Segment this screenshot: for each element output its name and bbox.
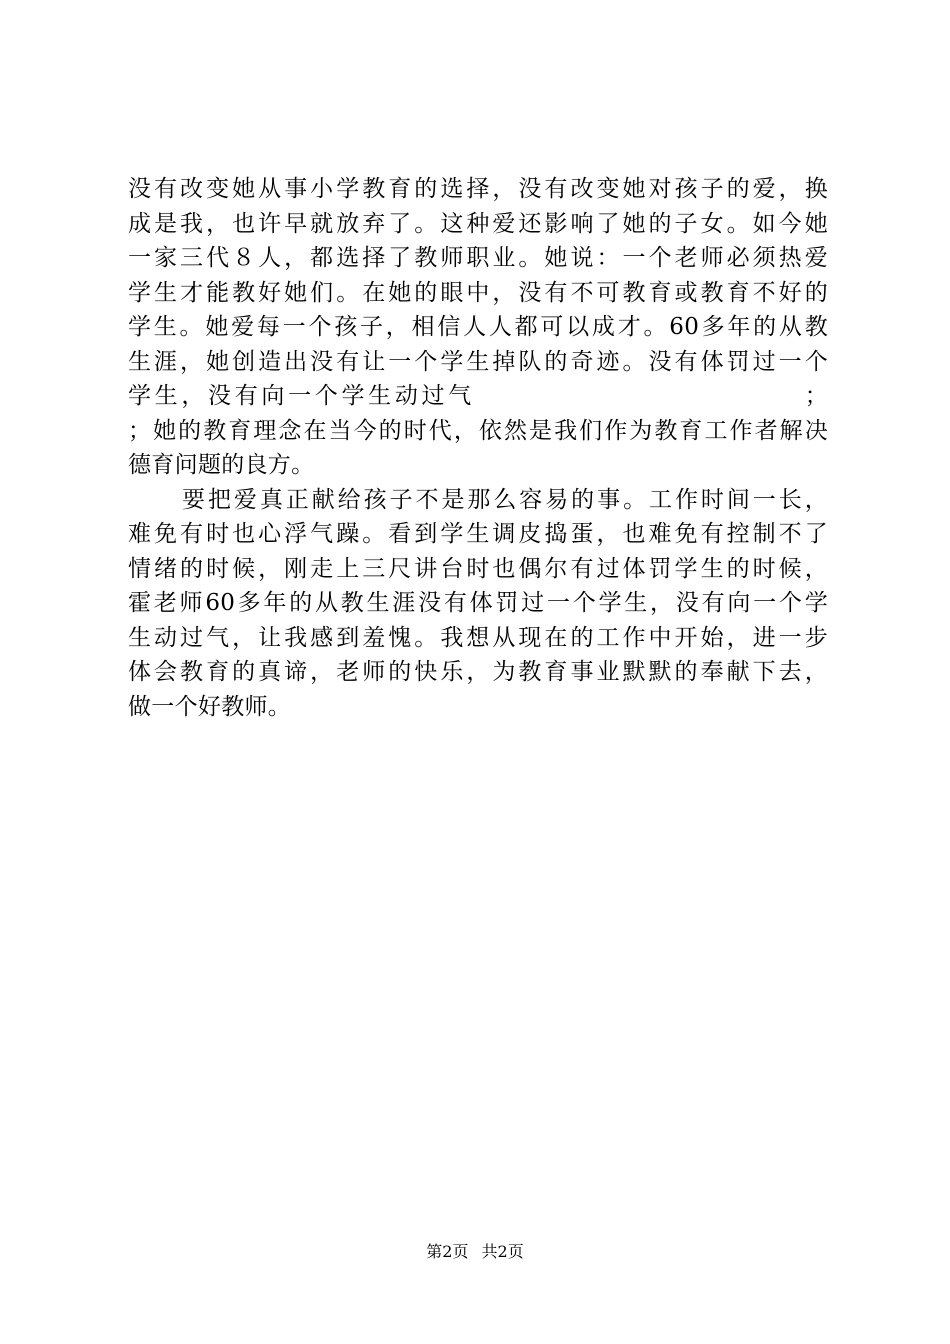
paragraph-2-line-4: 霍老师60多年的从教生涯没有体罚过一个学生，没有向一个学 xyxy=(128,590,828,616)
paragraph-1-line-7: 学生，没有向一个学生动过气 ； xyxy=(128,383,828,409)
paragraph-1-line-4: 学生才能教好她们。在她的眼中，没有不可教育或教育不好的 xyxy=(128,279,828,306)
paragraph-2-line-7: 做一个好教师。 xyxy=(128,693,292,720)
page-footer xyxy=(0,1240,950,1264)
body-text xyxy=(128,172,828,724)
paragraph-2-line-1: 要把爱真正献给孩子不是那么容易的事。工作时间一长， xyxy=(182,486,828,513)
paragraph-1-line-6: 生涯，她创造出没有让一个学生掉队的奇迹。没有体罚过一个 xyxy=(128,348,828,375)
paragraph-1-line-3: 一家三代８人，都选择了教师职业。她说：一个老师必须热爱 xyxy=(128,245,828,271)
paragraph-2-line-5: 生动过气，让我感到羞愧。我想从现在的工作中开始，进一步 xyxy=(128,624,828,651)
paragraph-1-line-9: 德育问题的良方。 xyxy=(128,452,315,478)
paragraph-1-line-5: 学生。她爱每一个孩子，相信人人都可以成才。60多年的从教 xyxy=(128,314,828,340)
page-number: 第2页 xyxy=(426,1242,469,1261)
paragraph-2-line-6: 体会教育的真谛，老师的快乐，为教育事业默默的奉献下去， xyxy=(128,659,828,685)
paragraph-1-line-8: ；她的教育理念在当今的时代，依然是我们作为教育工作者解决 xyxy=(128,417,828,444)
paragraph-2-line-3: 情绪的时候，刚走上三尺讲台时也偶尔有过体罚学生的时候， xyxy=(128,555,828,582)
paragraph-2-line-2: 难免有时也心浮气躁。看到学生调皮捣蛋，也难免有控制不了 xyxy=(128,521,828,547)
paragraph-1-line-1: 没有改变她从事小学教育的选择，没有改变她对孩子的爱，换 xyxy=(128,176,828,202)
page-total: 共2页 xyxy=(481,1242,524,1261)
paragraph-1-line-2: 成是我，也许早就放弃了。这种爱还影响了她的子女。如今她 xyxy=(128,210,828,237)
